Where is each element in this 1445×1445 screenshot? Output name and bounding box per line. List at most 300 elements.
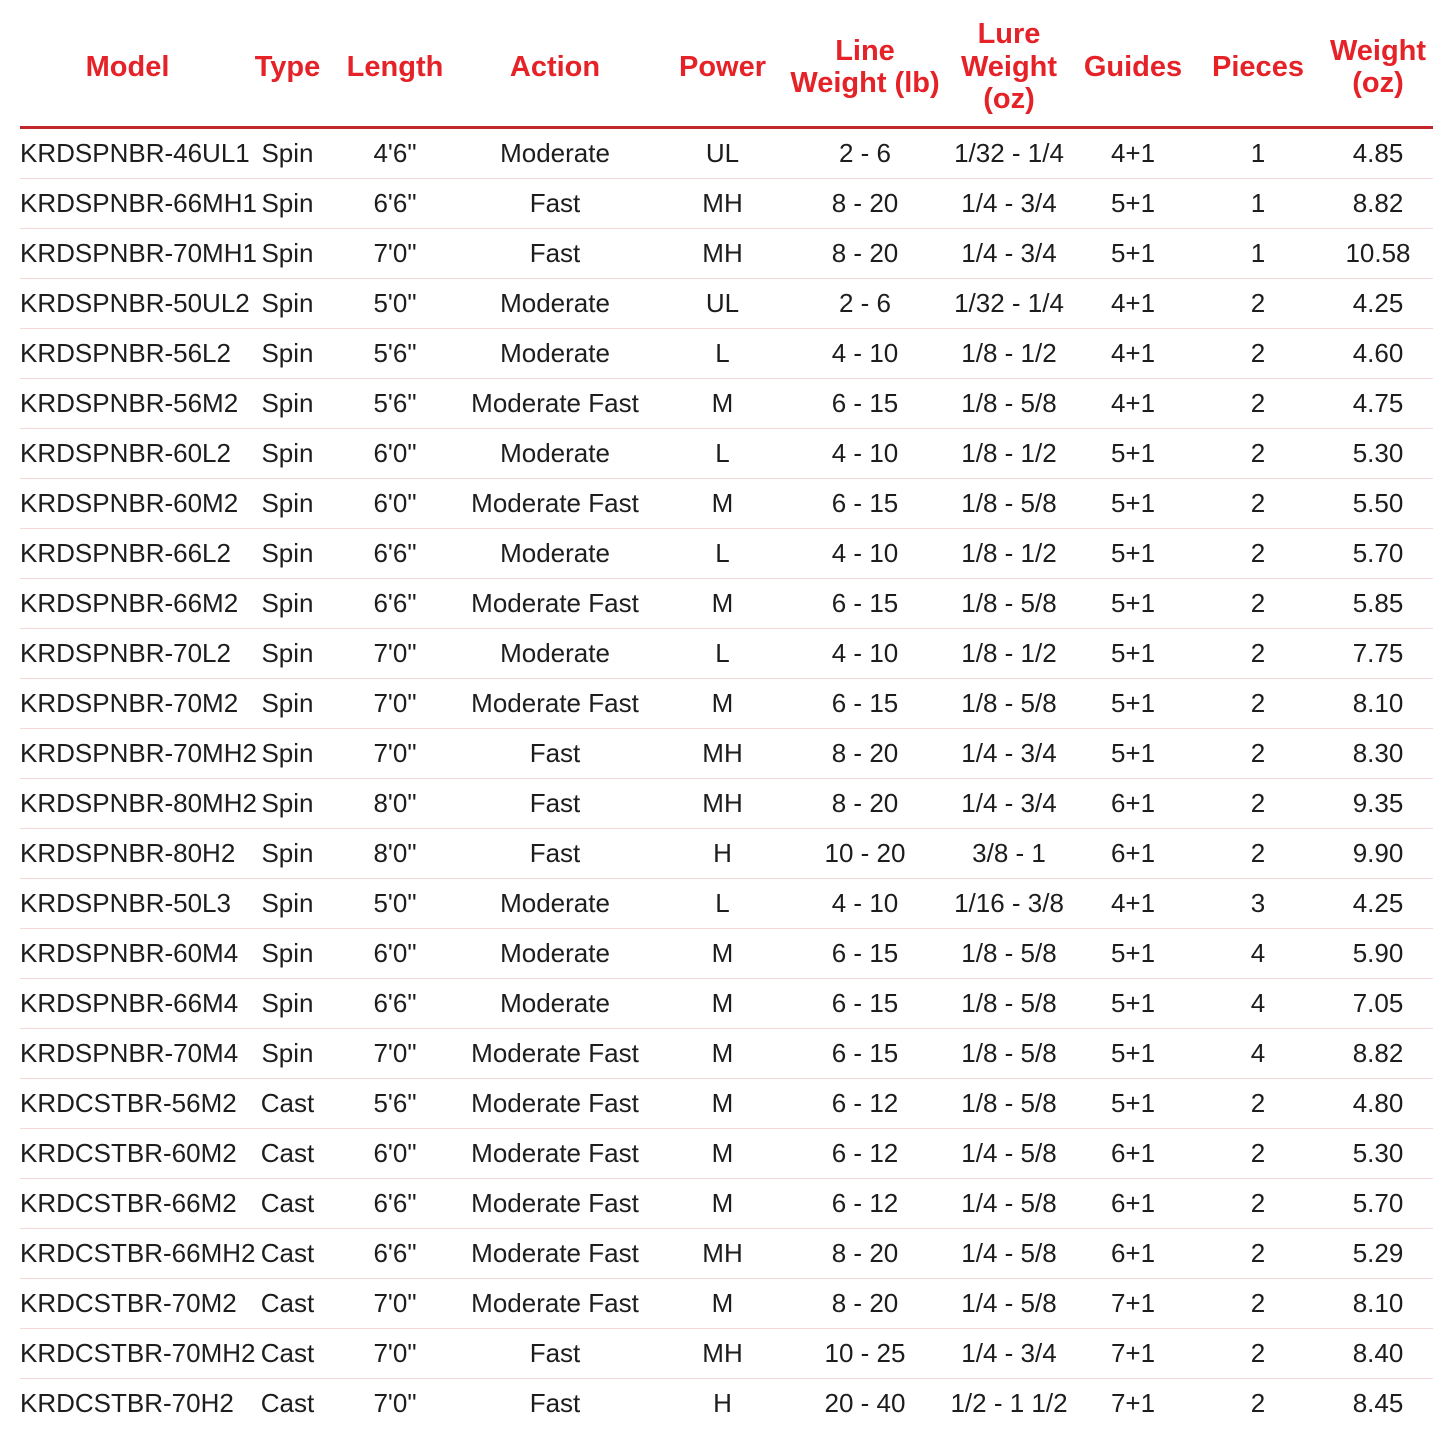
table-row [20,1279,1433,1329]
cell-line-weight-lb: 8 - 20 [831,738,899,768]
cell-type: Spin [261,738,314,768]
cell-pieces: 1 [1250,138,1266,168]
cell-power: M [711,1288,734,1318]
cell-line-weight-lb: 6 - 12 [831,1138,899,1168]
cell-type: Spin [261,538,314,568]
table-row [20,379,1433,429]
cell-action: Moderate Fast [471,688,639,718]
cell-type: Spin [261,588,314,618]
table-body [20,128,1433,1429]
cell-model: KRDSPNBR-70MH2 [20,738,257,768]
cell-weight-oz: 8.45 [1352,1388,1404,1418]
column-header-type: Type [254,50,321,83]
cell-guides: 5+1 [1110,438,1156,468]
cell-pieces: 2 [1250,438,1266,468]
cell-type: Spin [261,188,314,218]
cell-action: Fast [529,188,581,218]
cell-action: Fast [529,788,581,818]
cell-model: KRDSPNBR-80H2 [20,838,236,868]
column-header-lure-weight-oz: Lure Weight (oz) [960,18,1058,116]
table-row [20,1179,1433,1229]
cell-line-weight-lb: 6 - 15 [831,388,899,418]
cell-guides: 6+1 [1110,1238,1156,1268]
cell-lure-weight-oz: 1/4 - 3/4 [961,1338,1057,1368]
column-header-weight-oz: Weight (oz) [1329,34,1427,99]
cell-power: M [711,1188,734,1218]
cell-model: KRDCSTBR-70H2 [20,1388,234,1418]
cell-type: Spin [261,388,314,418]
cell-type: Cast [260,1238,315,1268]
cell-guides: 5+1 [1110,538,1156,568]
cell-weight-oz: 7.05 [1352,988,1404,1018]
cell-type: Spin [261,838,314,868]
cell-type: Cast [260,1088,315,1118]
cell-model: KRDSPNBR-50L3 [20,888,231,918]
cell-lure-weight-oz: 1/8 - 1/2 [961,438,1057,468]
cell-model: KRDSPNBR-60L2 [20,438,231,468]
cell-type: Cast [260,1188,315,1218]
cell-guides: 7+1 [1110,1388,1156,1418]
cell-guides: 4+1 [1110,138,1156,168]
table-row [20,629,1433,679]
table-header [20,14,1433,128]
cell-length: 6'0" [373,488,417,518]
cell-model: KRDCSTBR-66M2 [20,1188,237,1218]
table-row [20,729,1433,779]
cell-guides: 5+1 [1110,638,1156,668]
cell-line-weight-lb: 4 - 10 [831,638,899,668]
table-row [20,979,1433,1029]
cell-type: Spin [261,138,314,168]
cell-lure-weight-oz: 3/8 - 1 [972,838,1046,868]
cell-weight-oz: 5.29 [1352,1238,1404,1268]
cell-pieces: 2 [1250,838,1266,868]
table-row [20,1229,1433,1279]
cell-length: 7'0" [373,1288,417,1318]
cell-power: H [713,838,732,868]
table-row [20,929,1433,979]
cell-power: L [715,538,730,568]
cell-lure-weight-oz: 1/8 - 5/8 [961,588,1057,618]
table-row [20,329,1433,379]
cell-weight-oz: 8.30 [1352,738,1404,768]
cell-lure-weight-oz: 1/8 - 5/8 [961,688,1057,718]
cell-power: H [713,1388,732,1418]
cell-line-weight-lb: 2 - 6 [838,288,892,318]
cell-power: M [711,588,734,618]
cell-power: MH [702,188,743,218]
cell-action: Moderate Fast [471,388,639,418]
cell-line-weight-lb: 10 - 25 [824,1338,906,1368]
cell-weight-oz: 5.90 [1352,938,1404,968]
cell-pieces: 4 [1250,938,1266,968]
cell-power: L [715,638,730,668]
cell-line-weight-lb: 8 - 20 [831,1288,899,1318]
cell-type: Spin [261,988,314,1018]
cell-action: Fast [529,838,581,868]
cell-model: KRDSPNBR-80MH2 [20,788,257,818]
cell-pieces: 2 [1250,1238,1266,1268]
cell-model: KRDSPNBR-66M4 [20,988,239,1018]
cell-power: M [711,938,734,968]
column-header-line-weight-lb: Line Weight (lb) [790,34,940,99]
cell-weight-oz: 4.60 [1352,338,1404,368]
cell-pieces: 2 [1250,1288,1266,1318]
cell-action: Moderate [500,888,610,918]
table-row [20,879,1433,929]
cell-model: KRDSPNBR-66M2 [20,588,239,618]
cell-weight-oz: 5.50 [1352,488,1404,518]
cell-weight-oz: 5.30 [1352,438,1404,468]
cell-type: Spin [261,288,314,318]
cell-model: KRDSPNBR-50UL2 [20,288,250,318]
cell-action: Moderate [500,338,610,368]
cell-line-weight-lb: 8 - 20 [831,188,899,218]
cell-action: Moderate [500,538,610,568]
cell-type: Cast [260,1138,315,1168]
cell-action: Moderate [500,438,610,468]
cell-action: Moderate [500,288,610,318]
cell-type: Spin [261,238,314,268]
cell-weight-oz: 4.25 [1352,288,1404,318]
cell-action: Moderate [500,988,610,1018]
cell-lure-weight-oz: 1/4 - 5/8 [961,1238,1057,1268]
cell-guides: 6+1 [1110,788,1156,818]
cell-length: 5'0" [373,888,417,918]
cell-length: 6'6" [373,1188,417,1218]
cell-guides: 5+1 [1110,1038,1156,1068]
cell-type: Cast [260,1388,315,1418]
table-row [20,128,1433,179]
cell-lure-weight-oz: 1/4 - 5/8 [961,1138,1057,1168]
cell-action: Moderate [500,138,610,168]
cell-model: KRDSPNBR-70M2 [20,688,239,718]
cell-weight-oz: 5.70 [1352,538,1404,568]
cell-type: Cast [260,1338,315,1368]
table-row [20,179,1433,229]
cell-guides: 6+1 [1110,1138,1156,1168]
cell-power: L [715,438,730,468]
cell-power: M [711,1138,734,1168]
cell-guides: 6+1 [1110,838,1156,868]
cell-weight-oz: 10.58 [1345,238,1411,268]
cell-length: 6'0" [373,938,417,968]
column-header-model: Model [85,50,170,83]
table-row [20,229,1433,279]
cell-line-weight-lb: 20 - 40 [824,1388,906,1418]
cell-guides: 6+1 [1110,1188,1156,1218]
cell-power: M [711,488,734,518]
cell-guides: 5+1 [1110,988,1156,1018]
cell-action: Moderate Fast [471,1038,639,1068]
cell-type: Spin [261,488,314,518]
cell-length: 8'0" [373,838,417,868]
cell-guides: 4+1 [1110,888,1156,918]
cell-lure-weight-oz: 1/8 - 5/8 [961,488,1057,518]
cell-pieces: 2 [1250,538,1266,568]
cell-lure-weight-oz: 1/8 - 1/2 [961,338,1057,368]
cell-line-weight-lb: 4 - 10 [831,438,899,468]
cell-line-weight-lb: 6 - 12 [831,1188,899,1218]
cell-power: MH [702,738,743,768]
cell-power: MH [702,1238,743,1268]
table-row [20,679,1433,729]
cell-power: MH [702,1338,743,1368]
cell-power: MH [702,788,743,818]
cell-length: 4'6" [373,138,417,168]
cell-action: Moderate [500,638,610,668]
cell-lure-weight-oz: 1/2 - 1 1/2 [950,1388,1068,1418]
cell-model: KRDCSTBR-56M2 [20,1088,237,1118]
table-row [20,1379,1433,1429]
cell-guides: 4+1 [1110,338,1156,368]
cell-length: 7'0" [373,1038,417,1068]
cell-line-weight-lb: 6 - 15 [831,1038,899,1068]
cell-line-weight-lb: 8 - 20 [831,788,899,818]
cell-guides: 4+1 [1110,288,1156,318]
cell-model: KRDSPNBR-66L2 [20,538,231,568]
column-header-power: Power [678,50,767,83]
cell-length: 7'0" [373,738,417,768]
cell-length: 7'0" [373,1338,417,1368]
cell-pieces: 4 [1250,1038,1266,1068]
table-row [20,429,1433,479]
cell-length: 6'6" [373,988,417,1018]
cell-length: 5'6" [373,338,417,368]
cell-pieces: 1 [1250,238,1266,268]
cell-length: 6'6" [373,588,417,618]
cell-pieces: 2 [1250,788,1266,818]
cell-pieces: 2 [1250,488,1266,518]
cell-guides: 5+1 [1110,738,1156,768]
table-row [20,1329,1433,1379]
cell-guides: 5+1 [1110,688,1156,718]
cell-pieces: 2 [1250,288,1266,318]
cell-length: 7'0" [373,638,417,668]
cell-lure-weight-oz: 1/4 - 3/4 [961,238,1057,268]
cell-type: Spin [261,888,314,918]
cell-action: Moderate Fast [471,1188,639,1218]
cell-action: Moderate Fast [471,1238,639,1268]
cell-line-weight-lb: 6 - 15 [831,688,899,718]
cell-model: KRDSPNBR-56M2 [20,388,239,418]
cell-weight-oz: 4.85 [1352,138,1404,168]
cell-pieces: 2 [1250,1388,1266,1418]
cell-guides: 5+1 [1110,488,1156,518]
table-row [20,829,1433,879]
cell-lure-weight-oz: 1/8 - 5/8 [961,988,1057,1018]
cell-model: KRDSPNBR-56L2 [20,338,231,368]
column-header-length: Length [346,50,444,83]
cell-lure-weight-oz: 1/4 - 3/4 [961,188,1057,218]
cell-lure-weight-oz: 1/8 - 5/8 [961,1088,1057,1118]
cell-pieces: 3 [1250,888,1266,918]
cell-pieces: 2 [1250,738,1266,768]
cell-lure-weight-oz: 1/4 - 5/8 [961,1288,1057,1318]
cell-line-weight-lb: 10 - 20 [824,838,906,868]
table-row [20,579,1433,629]
cell-weight-oz: 9.90 [1352,838,1404,868]
cell-weight-oz: 8.82 [1352,1038,1404,1068]
cell-line-weight-lb: 4 - 10 [831,538,899,568]
cell-model: KRDSPNBR-60M4 [20,938,239,968]
cell-pieces: 2 [1250,638,1266,668]
cell-guides: 7+1 [1110,1288,1156,1318]
column-header-pieces: Pieces [1212,50,1304,83]
cell-lure-weight-oz: 1/32 - 1/4 [954,138,1064,168]
cell-model: KRDSPNBR-70M4 [20,1038,239,1068]
cell-pieces: 2 [1250,388,1266,418]
cell-length: 6'0" [373,438,417,468]
cell-type: Spin [261,688,314,718]
cell-length: 8'0" [373,788,417,818]
cell-pieces: 2 [1250,588,1266,618]
cell-weight-oz: 8.10 [1352,688,1404,718]
cell-type: Spin [261,788,314,818]
cell-weight-oz: 4.80 [1352,1088,1404,1118]
cell-pieces: 2 [1250,1138,1266,1168]
cell-guides: 4+1 [1110,388,1156,418]
cell-lure-weight-oz: 1/4 - 3/4 [961,738,1057,768]
cell-action: Fast [529,738,581,768]
cell-model: KRDSPNBR-60M2 [20,488,239,518]
cell-pieces: 2 [1250,1338,1266,1368]
cell-lure-weight-oz: 1/4 - 3/4 [961,788,1057,818]
cell-length: 6'6" [373,188,417,218]
cell-type: Spin [261,438,314,468]
cell-weight-oz: 5.85 [1352,588,1404,618]
cell-lure-weight-oz: 1/8 - 5/8 [961,938,1057,968]
cell-pieces: 4 [1250,988,1266,1018]
table-row [20,1079,1433,1129]
cell-guides: 5+1 [1110,238,1156,268]
cell-length: 6'6" [373,538,417,568]
cell-pieces: 2 [1250,688,1266,718]
table-row [20,1029,1433,1079]
cell-weight-oz: 8.10 [1352,1288,1404,1318]
table-row [20,779,1433,829]
column-header-action: Action [509,50,601,83]
cell-power: UL [705,138,740,168]
cell-line-weight-lb: 2 - 6 [838,138,892,168]
cell-weight-oz: 4.25 [1352,888,1404,918]
cell-length: 6'6" [373,1238,417,1268]
cell-guides: 5+1 [1110,588,1156,618]
cell-action: Moderate Fast [471,1138,639,1168]
cell-line-weight-lb: 4 - 10 [831,338,899,368]
cell-weight-oz: 8.40 [1352,1338,1404,1368]
rod-specs-table [20,14,1433,1428]
cell-length: 5'0" [373,288,417,318]
cell-model: KRDSPNBR-46UL1 [20,138,250,168]
cell-model: KRDCSTBR-70MH2 [20,1338,256,1368]
cell-power: M [711,988,734,1018]
cell-line-weight-lb: 6 - 15 [831,938,899,968]
header-row [20,14,1433,128]
cell-guides: 5+1 [1110,938,1156,968]
cell-weight-oz: 4.75 [1352,388,1404,418]
cell-line-weight-lb: 6 - 12 [831,1088,899,1118]
cell-model: KRDSPNBR-70L2 [20,638,231,668]
cell-type: Spin [261,638,314,668]
cell-line-weight-lb: 6 - 15 [831,488,899,518]
column-header-guides: Guides [1083,50,1183,83]
cell-length: 7'0" [373,238,417,268]
cell-type: Spin [261,338,314,368]
cell-pieces: 1 [1250,188,1266,218]
cell-pieces: 2 [1250,1188,1266,1218]
cell-power: M [711,1088,734,1118]
cell-weight-oz: 8.82 [1352,188,1404,218]
cell-model: KRDCSTBR-70M2 [20,1288,237,1318]
cell-lure-weight-oz: 1/8 - 1/2 [961,638,1057,668]
cell-pieces: 2 [1250,1088,1266,1118]
cell-action: Moderate Fast [471,488,639,518]
cell-weight-oz: 5.70 [1352,1188,1404,1218]
cell-model: KRDCSTBR-66MH2 [20,1238,256,1268]
cell-length: 6'0" [373,1138,417,1168]
cell-action: Fast [529,1388,581,1418]
cell-line-weight-lb: 8 - 20 [831,238,899,268]
cell-line-weight-lb: 8 - 20 [831,1238,899,1268]
cell-power: M [711,388,734,418]
cell-guides: 7+1 [1110,1338,1156,1368]
cell-lure-weight-oz: 1/8 - 5/8 [961,1038,1057,1068]
cell-guides: 5+1 [1110,1088,1156,1118]
cell-action: Moderate Fast [471,1088,639,1118]
cell-length: 5'6" [373,388,417,418]
cell-action: Moderate [500,938,610,968]
cell-length: 5'6" [373,1088,417,1118]
cell-power: M [711,1038,734,1068]
cell-type: Cast [260,1288,315,1318]
cell-line-weight-lb: 6 - 15 [831,988,899,1018]
cell-weight-oz: 5.30 [1352,1138,1404,1168]
cell-length: 7'0" [373,1388,417,1418]
table-row [20,529,1433,579]
cell-model: KRDCSTBR-60M2 [20,1138,237,1168]
cell-action: Fast [529,238,581,268]
cell-pieces: 2 [1250,338,1266,368]
cell-power: M [711,688,734,718]
cell-power: UL [705,288,740,318]
cell-length: 7'0" [373,688,417,718]
cell-lure-weight-oz: 1/16 - 3/8 [954,888,1064,918]
cell-lure-weight-oz: 1/8 - 1/2 [961,538,1057,568]
cell-action: Moderate Fast [471,588,639,618]
cell-line-weight-lb: 4 - 10 [831,888,899,918]
cell-lure-weight-oz: 1/4 - 5/8 [961,1188,1057,1218]
table-row [20,1129,1433,1179]
cell-model: KRDSPNBR-70MH1 [20,238,257,268]
cell-action: Fast [529,1338,581,1368]
cell-power: L [715,888,730,918]
table-row [20,279,1433,329]
cell-line-weight-lb: 6 - 15 [831,588,899,618]
cell-lure-weight-oz: 1/32 - 1/4 [954,288,1064,318]
cell-guides: 5+1 [1110,188,1156,218]
cell-action: Moderate Fast [471,1288,639,1318]
cell-weight-oz: 9.35 [1352,788,1404,818]
cell-power: MH [702,238,743,268]
table-row [20,479,1433,529]
cell-weight-oz: 7.75 [1352,638,1404,668]
cell-lure-weight-oz: 1/8 - 5/8 [961,388,1057,418]
cell-type: Spin [261,938,314,968]
cell-model: KRDSPNBR-66MH1 [20,188,257,218]
cell-type: Spin [261,1038,314,1068]
cell-power: L [715,338,730,368]
